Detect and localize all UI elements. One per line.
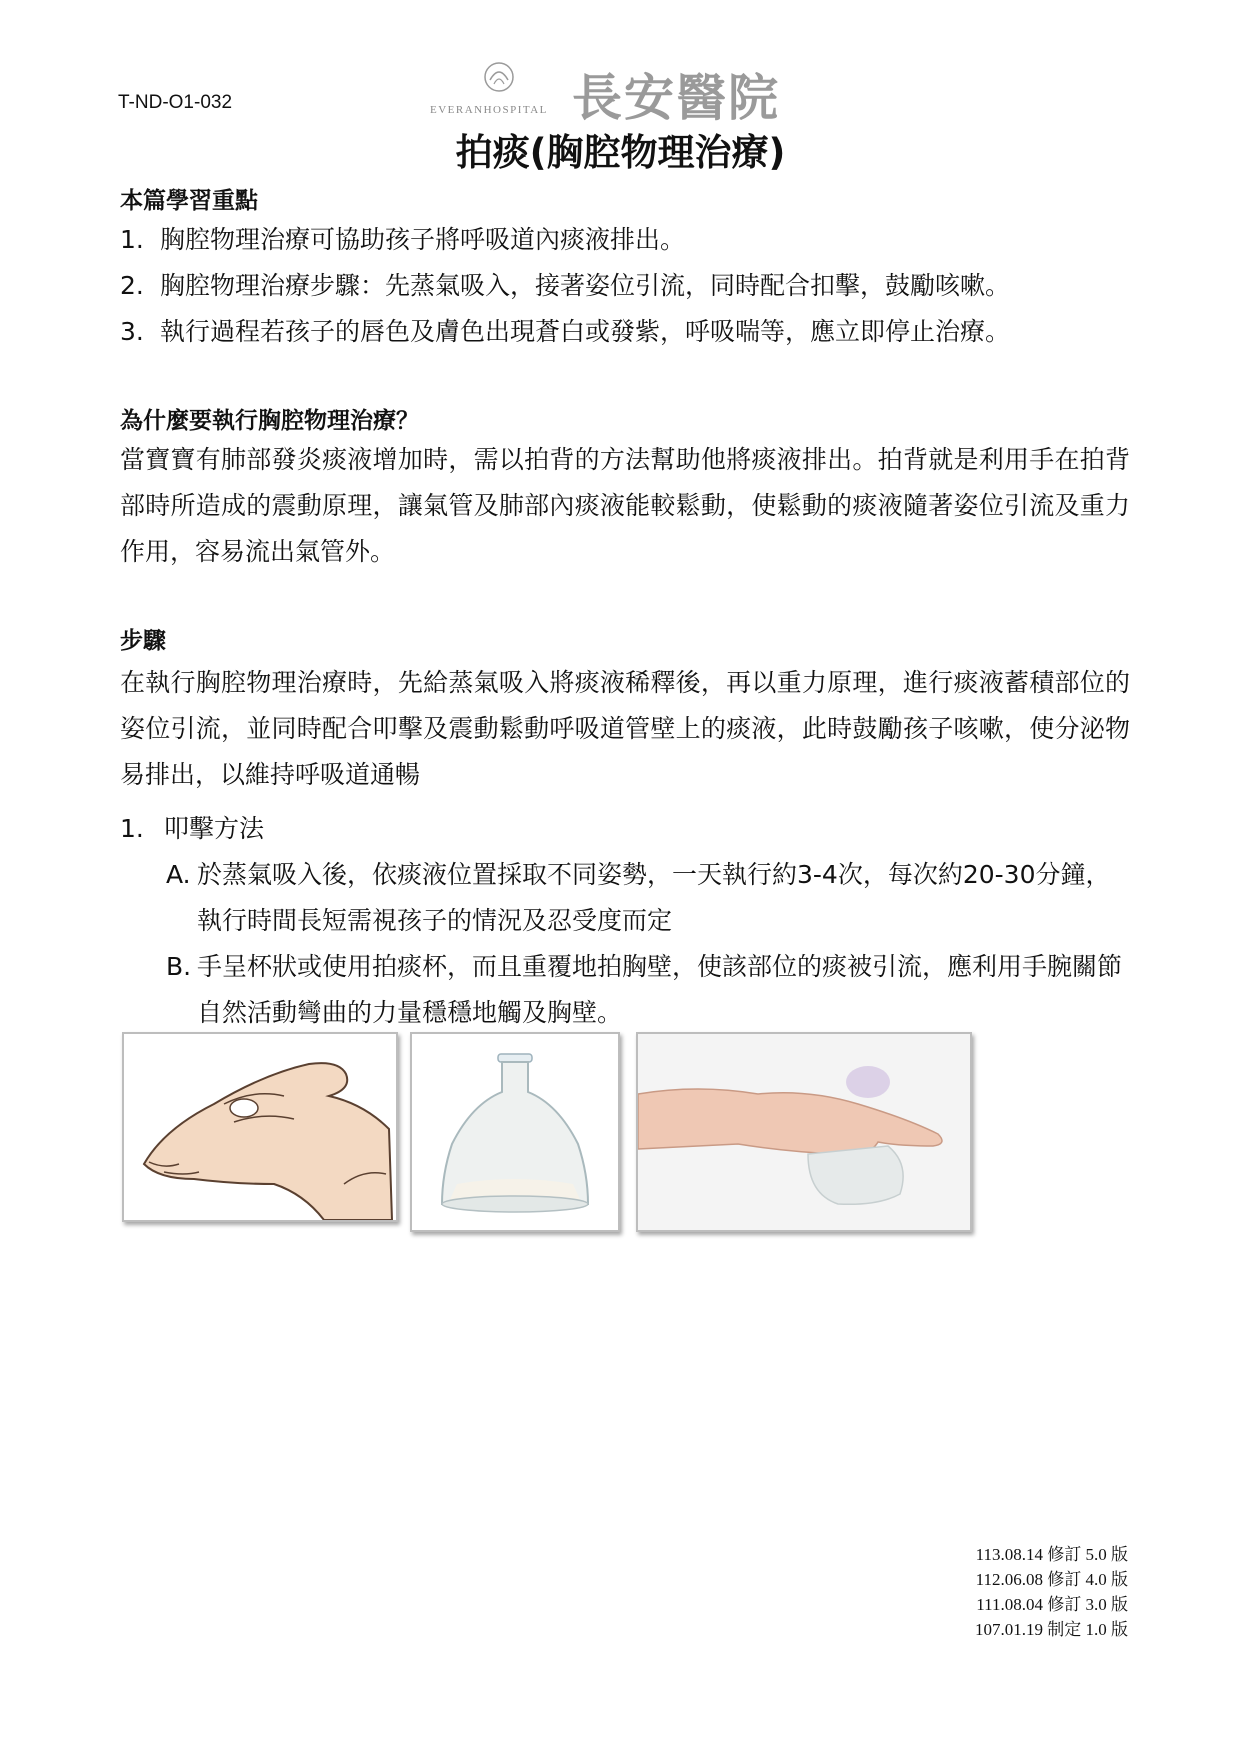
sub-item-a — [166, 852, 1126, 944]
logo-english: EVERANHOSPITAL — [430, 104, 548, 116]
steps-paragraph: 在執行胸腔物理治療時，先給蒸氣吸入將痰液稀釋後，再以重力原理，進行痰液蓄積部位的姿位引流，並同時配合叩擊及震動鬆動呼吸道管壁上的痰液，此時鼓勵孩子咳嗽，使分泌物易排出，以維持呼吸道通暢 — [120, 668, 1130, 789]
sub-item-text: 手呈杯狀或使用拍痰杯，而且重覆地拍胸壁，使該部位的痰被引流，應利用手腕關節自然活動彎曲的力量穩穩地觸及胸壁。 — [197, 952, 1123, 1027]
key-point-item — [120, 309, 1010, 355]
sub-item-label: A. — [166, 860, 191, 889]
revision-list — [880, 1542, 1128, 1642]
page-title: 拍痰(胸腔物理治療) — [455, 131, 786, 174]
key-point-text: 胸腔物理治療步驟：先蒸氣吸入，接著姿位引流，同時配合扣擊，鼓勵咳嗽。 — [160, 271, 1011, 300]
revision-entry: 111.08.04 修訂 3.0 版 — [976, 1595, 1128, 1614]
method-item — [120, 806, 264, 852]
percussion-cup-photo — [410, 1032, 620, 1232]
sub-item-b — [166, 944, 1126, 1036]
hospital-logo — [430, 56, 830, 127]
key-point-text: 胸腔物理治療可協助孩子將呼吸道內痰液排出。 — [160, 225, 686, 254]
cupped-hand-illustration — [122, 1032, 398, 1222]
revision-entry: 107.01.19 制定 1.0 版 — [975, 1620, 1128, 1639]
hand-on-cup-photo — [636, 1032, 972, 1232]
hospital-emblem-icon — [482, 60, 516, 94]
revision-entry: 113.08.14 修訂 5.0 版 — [975, 1545, 1128, 1564]
document-code: T-ND-O1-032 — [118, 92, 233, 113]
key-points-heading: 本篇學習重點 — [120, 188, 258, 214]
method-title: 叩擊方法 — [164, 814, 265, 843]
key-point-number: 2. — [120, 271, 144, 300]
revision-entry: 112.06.08 修訂 4.0 版 — [975, 1570, 1128, 1589]
sub-item-label: B. — [166, 952, 192, 981]
method-number: 1. — [120, 814, 144, 843]
key-point-number: 1. — [120, 225, 144, 254]
sub-item-text: 於蒸氣吸入後，依痰液位置採取不同姿勢，一天執行約3-4次，每次約20-30分鐘，執行時間長短需視孩子的情況及忍受度而定 — [197, 860, 1111, 935]
key-point-text: 執行過程若孩子的唇色及膚色出現蒼白或發紫，呼吸喘等，應立即停止治療。 — [160, 317, 1011, 346]
logo-chinese: 長安醫院 — [572, 69, 780, 127]
key-point-number: 3. — [120, 317, 144, 346]
why-heading: 為什麼要執行胸腔物理治療？ — [120, 408, 419, 434]
key-point-item — [120, 217, 685, 263]
key-point-item — [120, 263, 1010, 309]
steps-heading: 步驟 — [120, 628, 166, 654]
why-paragraph: 當寶寶有肺部發炎痰液增加時，需以拍背的方法幫助他將痰液排出。拍背就是利用手在拍背部時所造成的震動原理，讓氣管及肺部內痰液能較鬆動，使鬆動的痰液隨著姿位引流及重力作用，容易流出氣管外。 — [120, 445, 1130, 566]
